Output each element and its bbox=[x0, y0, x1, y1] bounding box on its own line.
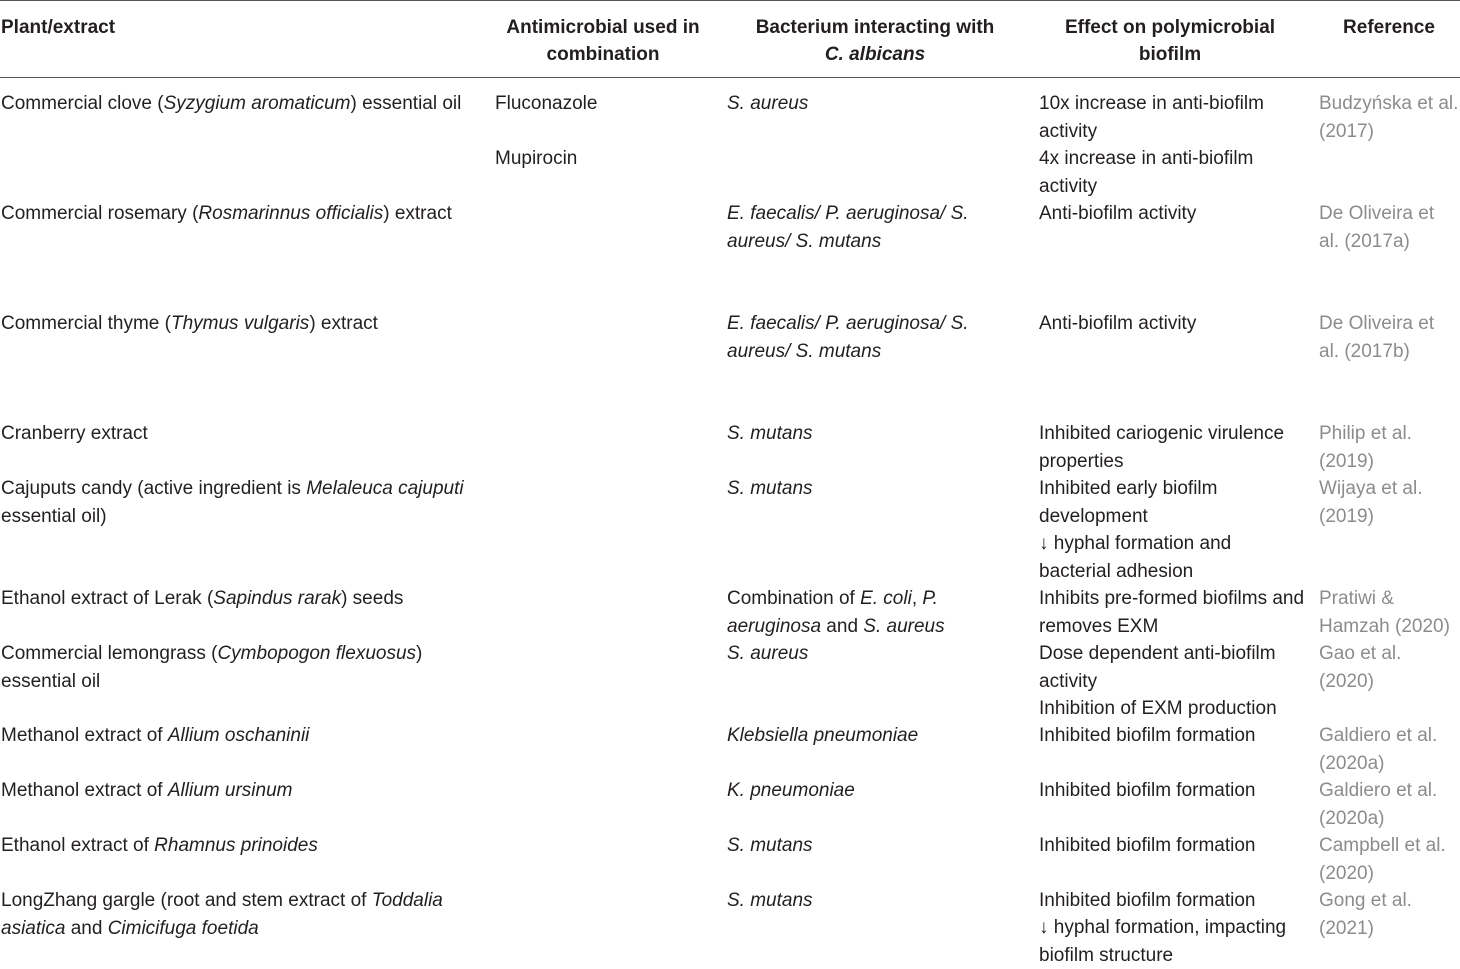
table-row-bacterium: Klebsiella pneumoniae bbox=[727, 725, 919, 746]
table-row-effect: Inhibited early biofilm development bbox=[1039, 478, 1218, 527]
table-header bbox=[0, 0, 1460, 78]
table-row-reference: Gong et al. (2021) bbox=[1319, 890, 1412, 939]
table-row-bacterium: E. faecalis/ P. aeruginosa/ S. aureus/ S. mutans bbox=[727, 313, 969, 362]
table-row-reference: Pratiwi & Hamzah (2020) bbox=[1319, 588, 1450, 637]
header-reference: Reference bbox=[1343, 17, 1435, 38]
table-row-effect: Anti-biofilm activity bbox=[1039, 203, 1197, 224]
table-row-reference: Philip et al. (2019) bbox=[1319, 423, 1412, 472]
table-row-effect: ↓ hyphal formation and bacterial adhesion bbox=[1039, 533, 1232, 582]
table-row-antimicrobial: Fluconazole bbox=[495, 93, 598, 114]
table-row-bacterium: S. aureus bbox=[727, 643, 809, 664]
table-row-bacterium: S. mutans bbox=[727, 423, 813, 444]
table-row-effect: Dose dependent anti-biofilm activity bbox=[1039, 643, 1276, 692]
table-row-effect: Inhibits pre-formed biofilms and removes EXM bbox=[1039, 588, 1305, 637]
table-row-bacterium: S. mutans bbox=[727, 835, 813, 856]
table-row-effect: Inhibited biofilm formation bbox=[1039, 725, 1256, 746]
table-row-effect: ↓ hyphal formation, impacting biofilm structure bbox=[1039, 917, 1287, 966]
table-row-effect: Anti-biofilm activity bbox=[1039, 313, 1197, 334]
table-row-reference: Galdiero et al. (2020a) bbox=[1319, 780, 1438, 829]
table-row-effect: 10x increase in anti-biofilm activity bbox=[1039, 93, 1264, 142]
header-plant: Plant/extract bbox=[1, 17, 116, 38]
table-row-bacterium: S. mutans bbox=[727, 890, 813, 911]
table-row-reference: Budzyńska et al. (2017) bbox=[1319, 93, 1459, 142]
table-row-plant: Ethanol extract of Rhamnus prinoides bbox=[1, 835, 318, 856]
table-row-reference: De Oliveira et al. (2017b) bbox=[1319, 313, 1435, 362]
table-row-reference: Gao et al. (2020) bbox=[1319, 643, 1402, 692]
table-row-bacterium: S. mutans bbox=[727, 478, 813, 499]
table-row-plant: Methanol extract of Allium oschaninii bbox=[1, 725, 310, 746]
table-row-plant: Commercial rosemary (Rosmarinnus officialis) extract bbox=[1, 203, 452, 224]
table-row-effect: 4x increase in anti-biofilm activity bbox=[1039, 148, 1254, 197]
table-row-effect: Inhibited biofilm formation bbox=[1039, 890, 1256, 911]
table-row-reference: De Oliveira et al. (2017a) bbox=[1319, 203, 1435, 252]
table-row-bacterium: Combination of E. coli, P. aeruginosa and S. aureus bbox=[727, 588, 945, 637]
table-row-plant: LongZhang gargle (root and stem extract of Toddalia asiatica and Cimicifuga foetida bbox=[1, 890, 443, 939]
table-row-bacterium: S. aureus bbox=[727, 93, 809, 114]
table-row-effect: Inhibited cariogenic virulence properties bbox=[1039, 423, 1285, 472]
table-row-plant: Commercial lemongrass (Cymbopogon flexuosus) essential oil bbox=[1, 643, 423, 692]
table-row-plant: Commercial thyme (Thymus vulgaris) extract bbox=[1, 313, 378, 334]
table-row-plant: Ethanol extract of Lerak (Sapindus rarak) seeds bbox=[1, 588, 404, 609]
table-row-bacterium: K. pneumoniae bbox=[727, 780, 855, 801]
table-row-plant: Cajuputs candy (active ingredient is Melaleuca cajuputi essential oil) bbox=[1, 478, 464, 527]
header-effect: Effect on polymicrobial biofilm bbox=[1064, 17, 1276, 65]
header-antimicrobial: Antimicrobial used in combination bbox=[506, 17, 700, 65]
table-row-reference: Campbell et al. (2020) bbox=[1319, 835, 1446, 884]
table-row-reference: Galdiero et al. (2020a) bbox=[1319, 725, 1438, 774]
table-row-bacterium: E. faecalis/ P. aeruginosa/ S. aureus/ S. mutans bbox=[727, 203, 969, 252]
table-row-effect: Inhibited biofilm formation bbox=[1039, 780, 1256, 801]
table-row-plant: Commercial clove (Syzygium aromaticum) essential oil bbox=[1, 93, 462, 114]
table-row-effect: Inhibited biofilm formation bbox=[1039, 835, 1256, 856]
table-row-plant: Methanol extract of Allium ursinum bbox=[1, 780, 293, 801]
table-row-plant: Cranberry extract bbox=[1, 423, 148, 444]
header-bacterium: Bacterium interacting with C. albicans bbox=[755, 17, 995, 65]
table-row-antimicrobial: Mupirocin bbox=[495, 148, 578, 169]
table-row-effect: Inhibition of EXM production bbox=[1039, 698, 1277, 719]
table-row-reference: Wijaya et al. (2019) bbox=[1319, 478, 1423, 527]
